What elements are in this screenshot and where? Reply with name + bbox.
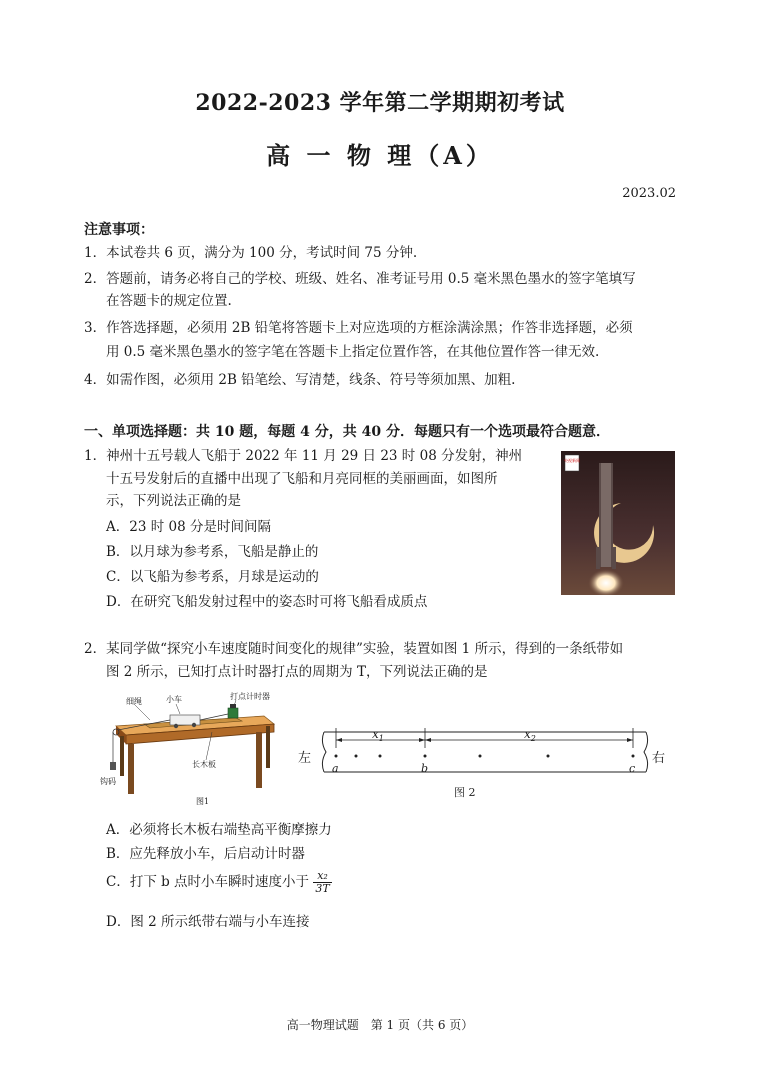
figure2-caption: 图 2 (454, 786, 476, 799)
point-b: b (421, 762, 429, 775)
photo-logo: 央视新闻 (564, 458, 580, 463)
notice-item-cont: 在答题卡的规定位置. (106, 293, 232, 309)
notice-item: 2．答题前，请务必将自己的学校、班级、姓名、准考证号用 0.5 毫米黑色墨水的签字笔填写 (84, 271, 636, 287)
svg-text:x1 (372, 727, 384, 743)
tape-left-label: 左 (298, 751, 312, 766)
point-c: c (629, 762, 636, 775)
notice-item: 1．本试卷共 6 页，满分为 100 分，考试时间 75 分钟. (84, 245, 418, 261)
q2-option-b: B．应先释放小车，后启动计时器 (106, 846, 305, 862)
svg-text:x2 (524, 727, 536, 743)
fraction-denominator: 3T (315, 882, 330, 895)
fraction-numerator: x₂ (313, 870, 331, 883)
velocity-fraction (313, 870, 331, 895)
x1-subscript: 1 (378, 734, 384, 743)
q1-option-b: B．以月球为参考系，飞船是静止的 (106, 544, 319, 560)
q2-option-c-text: C．打下 b 点时小车瞬时速度小于 (106, 874, 310, 890)
label-cart: 小车 (166, 695, 182, 704)
q2-option-a: A．必须将长木板右端垫高平衡摩擦力 (106, 822, 332, 838)
rocket-moon-photo (561, 451, 675, 595)
q2-stem: 图 2 所示，已知打点计时器打点的周期为 T，下列说法正确的是 (106, 664, 488, 680)
point-a: a (332, 762, 339, 775)
label-weight: 钩码 (100, 777, 116, 786)
notice-item: 4．如需作图，必须用 2B 铅笔绘、写清楚，线条、符号等须加黑、加粗. (84, 372, 516, 388)
label-timer: 打点计时器 (230, 692, 270, 701)
q1-stem: 1．神州十五号载人飞船于 2022 年 11 月 29 日 23 时 08 分发射，神州 (84, 448, 523, 464)
q1-option-a: A．23 时 08 分是时间间隔 (106, 519, 271, 535)
q1-stem: 示，下列说法正确的是 (106, 493, 241, 509)
label-board: 长木板 (192, 760, 216, 769)
q1-stem: 十五号发射后的直播中出现了飞船和月亮同框的美丽画面，如图所 (106, 471, 498, 487)
tape-right-label: 右 (652, 751, 666, 766)
label-rope: 细绳 (126, 697, 142, 706)
x2-subscript: 2 (530, 734, 536, 743)
notice-item: 3．作答选择题，必须用 2B 铅笔将答题卡上对应选项的方框涂满涂黑；作答非选择题，必须 (84, 320, 633, 336)
q1-option-d: D．在研究飞船发射过程中的姿态时可将飞船看成质点 (106, 594, 428, 610)
figure1-caption: 图1 (196, 797, 210, 806)
section-heading: 一、单项选择题：共 10 题，每题 4 分，共 40 分．每题只有一个选项最符合题意． (84, 424, 610, 440)
notice-item-cont: 用 0.5 毫米黑色墨水的签字笔在答题卡上指定位置作答，在其他位置作答一律无效. (106, 344, 600, 360)
q2-stem: 2．某同学做“探究小车速度随时间变化的规律”实验，装置如图 1 所示，得到的一条纸带如 (84, 641, 624, 657)
exam-subtitle: 高 一 物 理（A） (266, 141, 494, 170)
paper-tape-figure (294, 722, 684, 802)
apparatus-figure (96, 690, 286, 810)
exam-date: 2023.02 (622, 186, 676, 201)
q2-option-c (106, 870, 332, 895)
exam-title: 2022-2023 学年第二学期期初考试 (195, 90, 565, 116)
notice-heading: 注意事项： (84, 222, 154, 238)
page-footer: 高一物理试题 第 1 页（共 6 页） (286, 1018, 474, 1032)
q1-option-c: C．以飞船为参考系，月球是运动的 (106, 569, 319, 585)
x1-label: x (372, 727, 379, 741)
x2-label: x (524, 727, 531, 741)
q2-option-d: D．图 2 所示纸带右端与小车连接 (106, 914, 310, 930)
